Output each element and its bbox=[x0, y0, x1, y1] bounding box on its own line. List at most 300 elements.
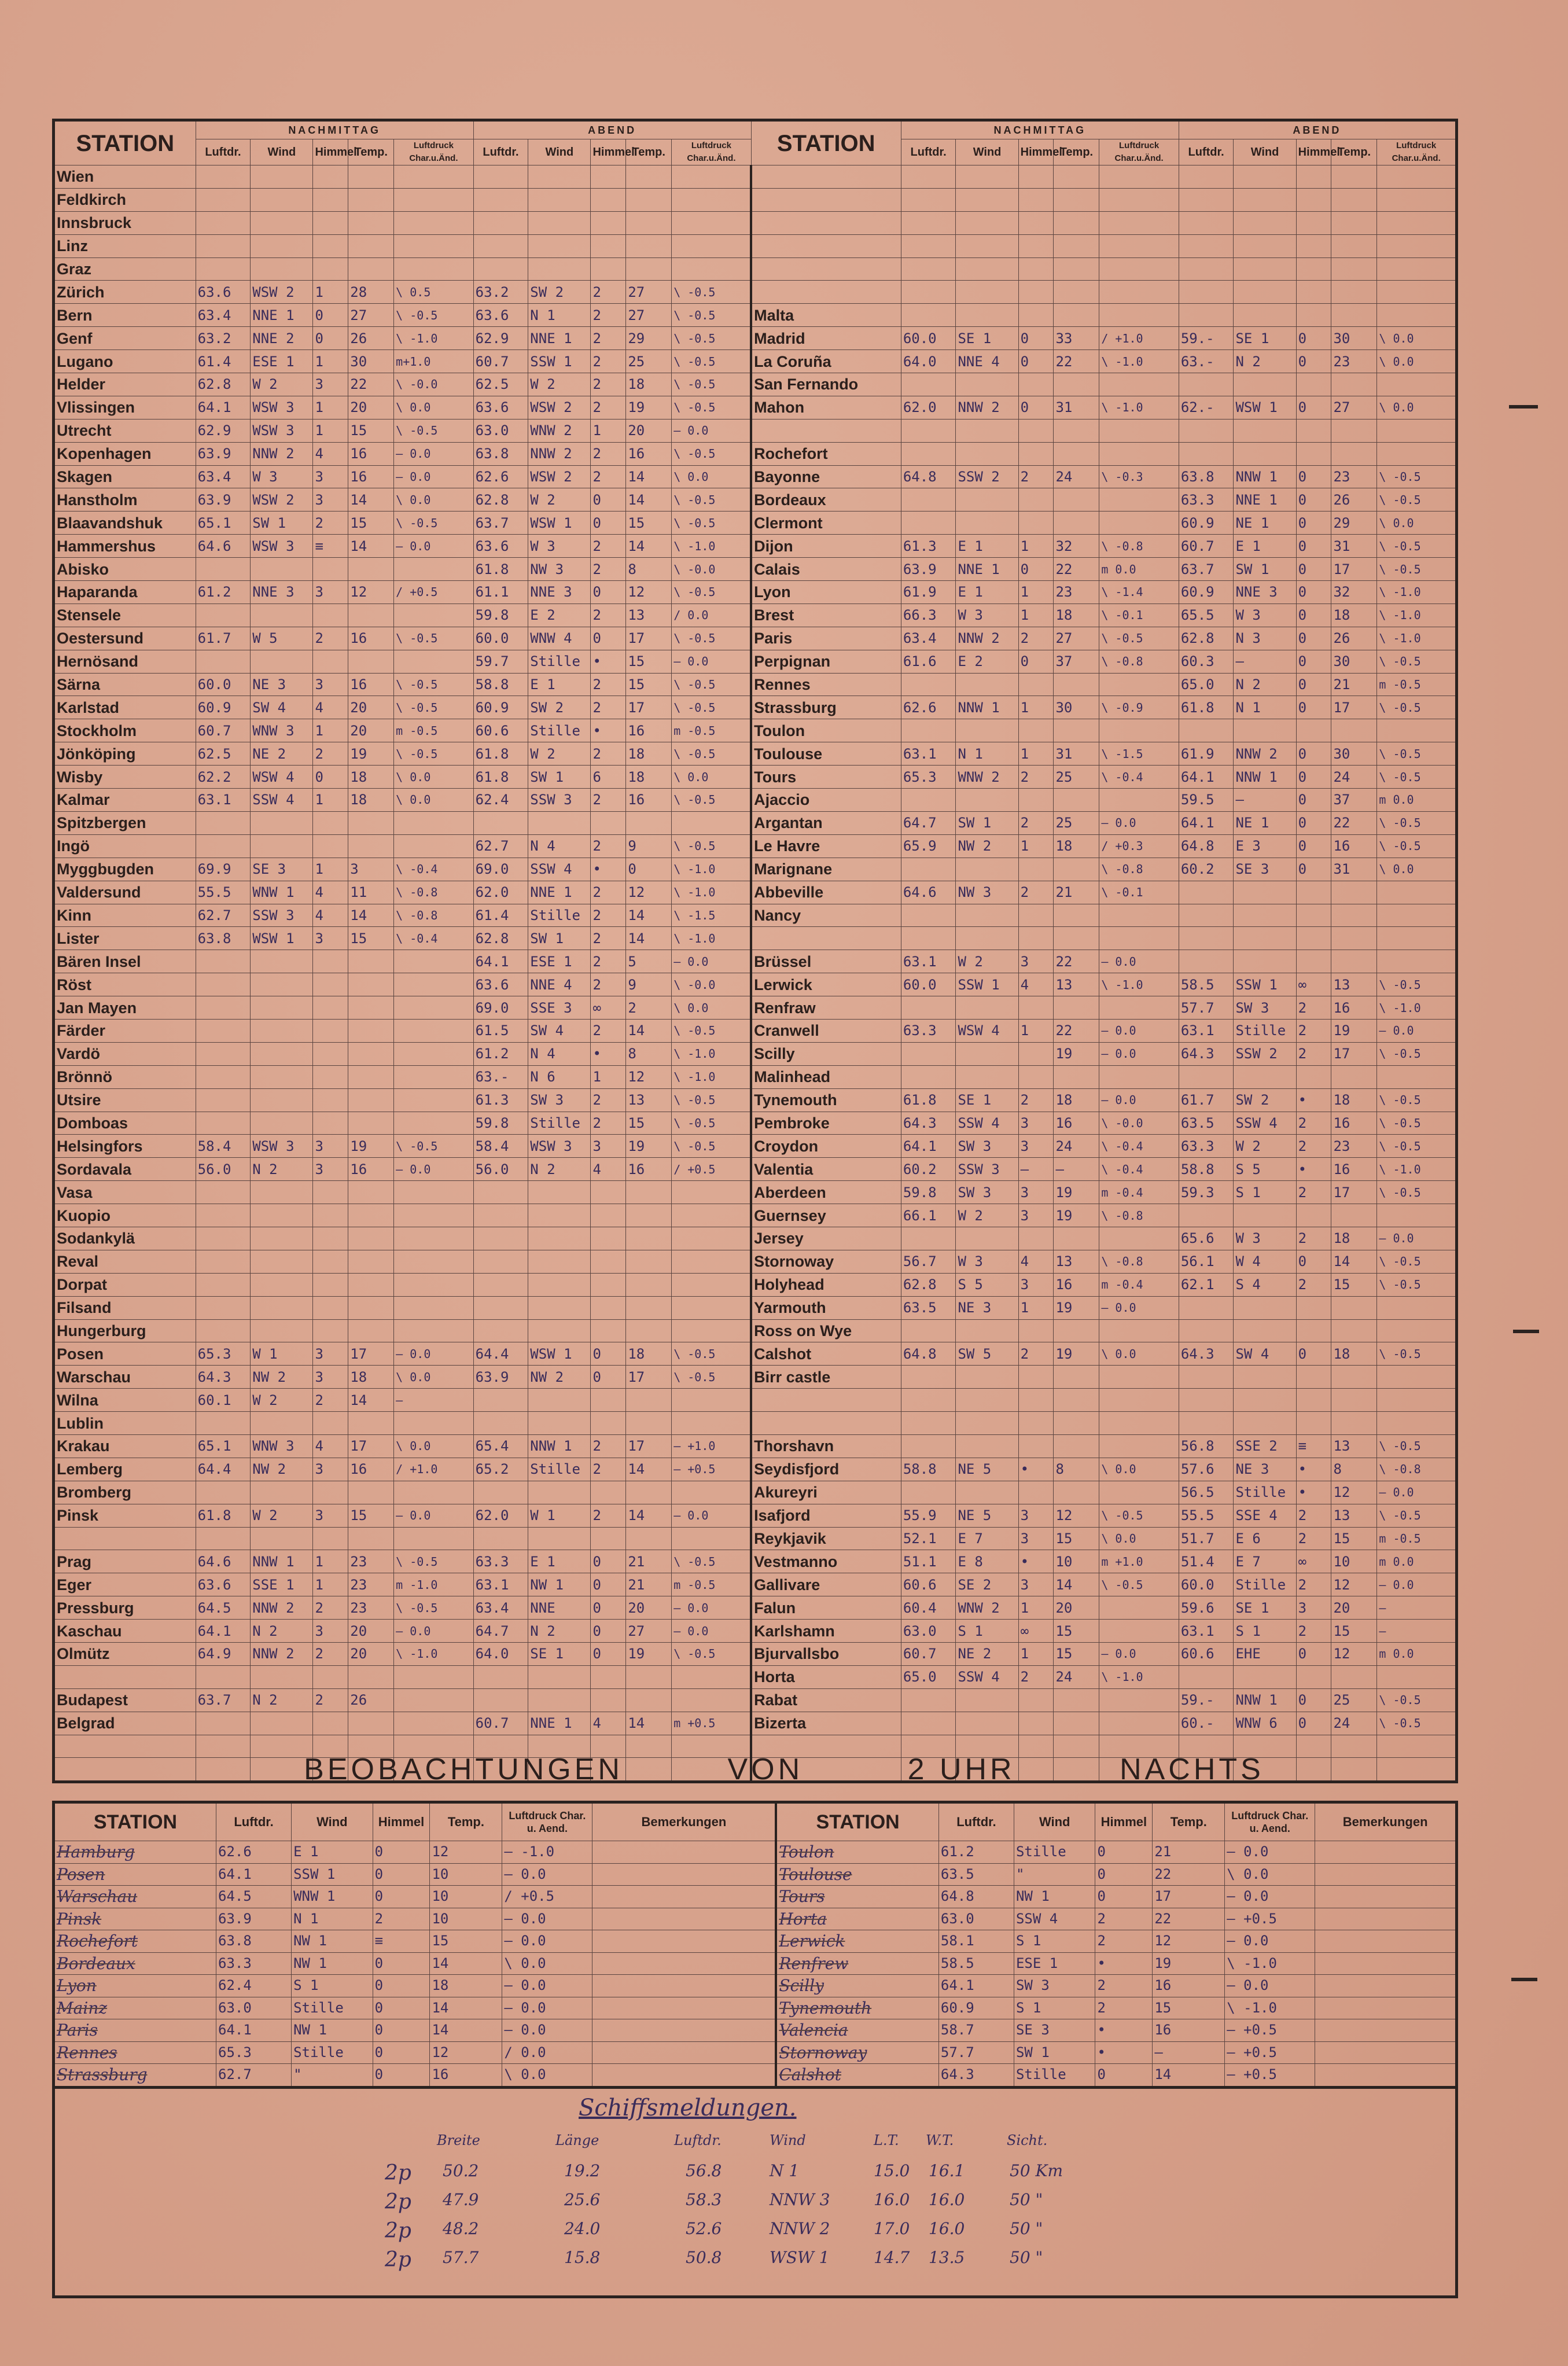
observation-cell bbox=[1331, 1319, 1377, 1342]
observation-cell: / 0.0 bbox=[502, 2041, 592, 2064]
column-header: Himmel bbox=[1018, 139, 1054, 165]
observation-cell: 22 bbox=[1054, 1019, 1099, 1042]
station-row bbox=[54, 327, 1457, 350]
station-row bbox=[54, 811, 1457, 834]
ship-column-header: Breite bbox=[437, 2132, 480, 2148]
observation-cell: 0 bbox=[373, 2041, 430, 2064]
observation-cell: 0 bbox=[1296, 1712, 1331, 1735]
observation-cell bbox=[1018, 234, 1054, 257]
observation-cell: 13 bbox=[626, 604, 672, 627]
observation-cell: SE 1 bbox=[528, 1643, 591, 1666]
observation-cell bbox=[1054, 304, 1099, 327]
observation-cell: 16 bbox=[1054, 1112, 1099, 1135]
observation-cell: \ -0.5 bbox=[1377, 696, 1457, 719]
observation-cell: / +0.5 bbox=[672, 1158, 751, 1181]
observation-cell: 0 bbox=[1095, 1886, 1153, 1908]
observation-cell: 0 bbox=[1296, 627, 1331, 650]
observation-cell: E 2 bbox=[956, 650, 1018, 673]
observation-cell bbox=[1054, 281, 1099, 304]
observation-cell bbox=[1179, 188, 1234, 211]
observation-cell: N 1 bbox=[956, 742, 1018, 766]
station-name: Bayonne bbox=[751, 465, 901, 488]
observation-cell bbox=[1296, 1296, 1331, 1319]
observation-cell: 32 bbox=[1331, 581, 1377, 604]
observation-cell: 61.8 bbox=[196, 1504, 251, 1527]
observation-cell bbox=[394, 188, 473, 211]
observation-cell: \ -0.5 bbox=[1377, 1250, 1457, 1273]
observation-cell: 0 bbox=[1296, 558, 1331, 581]
observation-cell bbox=[672, 1319, 751, 1342]
observation-cell: W 3 bbox=[1234, 604, 1296, 627]
observation-cell: 0 bbox=[591, 581, 626, 604]
station-name: Abisko bbox=[54, 558, 196, 581]
observation-cell: 1 bbox=[591, 419, 626, 442]
observation-cell: \ 0.0 bbox=[394, 789, 473, 812]
observation-cell: 63.2 bbox=[473, 281, 528, 304]
station-name: Karlshamn bbox=[751, 1620, 901, 1643]
observation-cell: 20 bbox=[1054, 1596, 1099, 1620]
observation-cell bbox=[196, 188, 251, 211]
observation-cell bbox=[672, 1412, 751, 1435]
observation-cell: NNW 1 bbox=[1234, 766, 1296, 789]
observation-cell: \ -0.4 bbox=[1099, 1135, 1179, 1158]
observation-cell bbox=[1234, 1065, 1296, 1088]
ship-report-cell: 24.0 bbox=[564, 2219, 601, 2238]
observation-cell: 3 bbox=[1018, 1504, 1054, 1527]
observation-cell: 0 bbox=[1296, 327, 1331, 350]
observation-cell: NNW 2 bbox=[251, 1643, 313, 1666]
observation-cell bbox=[348, 1088, 394, 1112]
observation-cell: — 0.0 bbox=[394, 1620, 473, 1643]
observation-cell: 62.7 bbox=[216, 2064, 292, 2088]
observation-cell: 63.8 bbox=[473, 442, 528, 465]
observation-cell: \ -0.5 bbox=[1377, 742, 1457, 766]
observation-cell bbox=[473, 1319, 528, 1342]
observation-cell bbox=[473, 211, 528, 234]
observation-cell: 2 bbox=[591, 442, 626, 465]
observation-cell: \ -0.5 bbox=[1377, 488, 1457, 512]
observation-cell: SSW 1 bbox=[528, 350, 591, 373]
observation-cell bbox=[1099, 904, 1179, 927]
observation-cell bbox=[1331, 1065, 1377, 1088]
observation-cell: 20 bbox=[348, 1643, 394, 1666]
observation-cell: 15 bbox=[1153, 1997, 1225, 2019]
observation-cell bbox=[591, 1319, 626, 1342]
observation-cell: WSW 2 bbox=[251, 281, 313, 304]
observation-cell: 62.8 bbox=[901, 1273, 956, 1296]
station-row bbox=[54, 1458, 1457, 1481]
observation-cell bbox=[1018, 1434, 1054, 1458]
observation-cell: 64.1 bbox=[473, 950, 528, 973]
observation-cell: \ -0.5 bbox=[672, 327, 751, 350]
observation-cell: 6 bbox=[591, 766, 626, 789]
observation-cell: 18 bbox=[1331, 1088, 1377, 1112]
station-name: Rochefort bbox=[54, 1930, 216, 1953]
observation-cell bbox=[1377, 304, 1457, 327]
observation-cell bbox=[1054, 1688, 1099, 1712]
station-name: Le Havre bbox=[751, 834, 901, 858]
observation-cell: 16 bbox=[1153, 2019, 1225, 2042]
observation-cell: NE 5 bbox=[956, 1504, 1018, 1527]
observation-cell bbox=[1296, 881, 1331, 904]
observation-cell: 0 bbox=[1095, 1863, 1153, 1886]
observation-cell: ∞ bbox=[1296, 973, 1331, 996]
observation-cell: 61.9 bbox=[901, 581, 956, 604]
observation-cell: SSE 1 bbox=[251, 1573, 313, 1596]
observation-cell: 65.0 bbox=[1179, 673, 1234, 696]
observation-cell: SSW 4 bbox=[1014, 1908, 1095, 1930]
station-name: Lublin bbox=[54, 1412, 196, 1435]
observation-cell: 12 bbox=[626, 1065, 672, 1088]
observation-cell bbox=[626, 1688, 672, 1712]
station-name: Scilly bbox=[751, 1042, 901, 1065]
observation-cell: S 1 bbox=[1014, 1930, 1095, 1953]
observation-cell: 56.0 bbox=[196, 1158, 251, 1181]
observation-cell bbox=[1234, 1204, 1296, 1227]
observation-cell: S 1 bbox=[292, 1975, 373, 1997]
observation-cell bbox=[1331, 927, 1377, 950]
observation-cell: 21 bbox=[1153, 1841, 1225, 1864]
observation-cell: 0 bbox=[591, 1342, 626, 1366]
observation-cell: 8 bbox=[626, 558, 672, 581]
station-name: Skagen bbox=[54, 465, 196, 488]
observation-cell: — 0.0 bbox=[502, 1975, 592, 1997]
observation-cell: \ -0.5 bbox=[394, 673, 473, 696]
observation-cell bbox=[528, 1319, 591, 1342]
observation-cell: 59.8 bbox=[473, 604, 528, 627]
observation-cell: — 0.0 bbox=[1225, 1975, 1315, 1997]
observation-cell bbox=[1054, 927, 1099, 950]
observation-cell: 18 bbox=[1054, 604, 1099, 627]
observation-cell: 15 bbox=[1331, 1527, 1377, 1550]
observation-cell bbox=[251, 811, 313, 834]
observation-cell: \ -0.5 bbox=[1377, 650, 1457, 673]
station-name: Guernsey bbox=[751, 1204, 901, 1227]
observation-cell bbox=[591, 1688, 626, 1712]
observation-cell: \ -0.4 bbox=[394, 858, 473, 881]
observation-cell: 64.5 bbox=[196, 1596, 251, 1620]
observation-cell: 1 bbox=[313, 858, 348, 881]
observation-cell bbox=[592, 1952, 776, 1975]
station-row bbox=[54, 881, 1457, 904]
observation-cell bbox=[196, 650, 251, 673]
observation-cell bbox=[196, 558, 251, 581]
observation-cell: 63.0 bbox=[216, 1997, 292, 2019]
observation-cell: \ -0.5 bbox=[672, 373, 751, 396]
ship-report-cell: 25.6 bbox=[564, 2190, 601, 2209]
observation-cell: 20 bbox=[348, 696, 394, 719]
observation-cell bbox=[348, 650, 394, 673]
observation-cell: WSW 1 bbox=[1234, 396, 1296, 419]
observation-cell: m+1.0 bbox=[394, 350, 473, 373]
observation-cell: 1 bbox=[1018, 604, 1054, 627]
observation-cell: 63.8 bbox=[1179, 465, 1234, 488]
observation-cell bbox=[1179, 1412, 1234, 1435]
observation-cell: 16 bbox=[1331, 834, 1377, 858]
night-row bbox=[54, 2041, 1457, 2064]
station-name: Brüssel bbox=[751, 950, 901, 973]
observation-cell bbox=[1315, 1886, 1457, 1908]
station-name: Posen bbox=[54, 1342, 196, 1366]
column-header: Luftdruck Char.u.Änd. bbox=[1099, 139, 1179, 165]
station-row bbox=[54, 1042, 1457, 1065]
station-name bbox=[751, 234, 901, 257]
observation-cell: 14 bbox=[1331, 1250, 1377, 1273]
station-name: Belgrad bbox=[54, 1712, 196, 1735]
observation-cell: 62.9 bbox=[196, 419, 251, 442]
observation-cell: 4 bbox=[591, 1712, 626, 1735]
observation-cell bbox=[196, 1112, 251, 1135]
station-name: Ajaccio bbox=[751, 789, 901, 812]
column-header: Wind bbox=[528, 139, 591, 165]
observation-cell bbox=[1018, 1389, 1054, 1412]
observation-cell bbox=[592, 1997, 776, 2019]
observation-cell: 64.3 bbox=[1179, 1342, 1234, 1366]
observation-cell bbox=[196, 1481, 251, 1504]
observation-cell bbox=[1377, 1412, 1457, 1435]
station-name: Hernösand bbox=[54, 650, 196, 673]
observation-cell: W 2 bbox=[251, 373, 313, 396]
station-row bbox=[54, 1319, 1457, 1342]
observation-cell: • bbox=[1095, 2019, 1153, 2042]
observation-cell: \ -0.4 bbox=[394, 927, 473, 950]
observation-cell: Stille bbox=[528, 719, 591, 742]
observation-cell: SW 1 bbox=[251, 512, 313, 535]
observation-cell: 60.7 bbox=[473, 350, 528, 373]
observation-cell: SSW 2 bbox=[1234, 1042, 1296, 1065]
station-name: Mainz bbox=[54, 1997, 216, 2019]
observation-cell: 2 bbox=[591, 789, 626, 812]
observation-cell: 60.7 bbox=[901, 1643, 956, 1666]
station-name: Bizerta bbox=[751, 1712, 901, 1735]
night-observation-table bbox=[52, 1801, 1458, 2089]
station-row bbox=[54, 627, 1457, 650]
observation-cell bbox=[394, 1296, 473, 1319]
observation-cell: 1 bbox=[313, 1550, 348, 1573]
observation-cell: \ -0.5 bbox=[1377, 1112, 1457, 1135]
observation-cell: SSW 1 bbox=[292, 1863, 373, 1886]
observation-cell: 9 bbox=[626, 973, 672, 996]
observation-cell bbox=[956, 165, 1018, 189]
observation-cell bbox=[956, 1227, 1018, 1250]
observation-cell bbox=[1179, 373, 1234, 396]
observation-cell: W 4 bbox=[1234, 1250, 1296, 1273]
observation-cell: \ -0.0 bbox=[394, 373, 473, 396]
station-name: Lyon bbox=[751, 581, 901, 604]
observation-cell: 16 bbox=[348, 442, 394, 465]
observation-cell bbox=[1099, 1065, 1179, 1088]
observation-cell bbox=[591, 257, 626, 281]
column-header: Wind bbox=[956, 139, 1018, 165]
observation-cell bbox=[591, 1204, 626, 1227]
observation-cell bbox=[1377, 211, 1457, 234]
margin-mark bbox=[1513, 1330, 1539, 1333]
observation-cell: NE 3 bbox=[956, 1296, 1018, 1319]
observation-cell bbox=[901, 165, 956, 189]
observation-cell: \ -0.8 bbox=[394, 904, 473, 927]
observation-cell bbox=[394, 604, 473, 627]
observation-cell: \ -1.0 bbox=[1099, 396, 1179, 419]
observation-cell bbox=[1099, 281, 1179, 304]
observation-cell bbox=[1179, 281, 1234, 304]
station-row bbox=[54, 927, 1457, 950]
station-name: Paris bbox=[751, 627, 901, 650]
observation-cell bbox=[196, 834, 251, 858]
observation-cell: NNE 4 bbox=[956, 350, 1018, 373]
station-name: Zürich bbox=[54, 281, 196, 304]
observation-cell: 12 bbox=[1331, 1643, 1377, 1666]
column-header: Luftdr. bbox=[196, 139, 251, 165]
observation-cell: 14 bbox=[348, 1389, 394, 1412]
observation-cell: 64.1 bbox=[1179, 766, 1234, 789]
observation-cell: 12 bbox=[1331, 1481, 1377, 1504]
observation-cell bbox=[592, 1841, 776, 1864]
station-row bbox=[54, 1342, 1457, 1366]
observation-cell: 16 bbox=[348, 673, 394, 696]
observation-cell: \ 0.5 bbox=[394, 281, 473, 304]
observation-cell bbox=[1315, 1863, 1457, 1886]
observation-cell bbox=[672, 1273, 751, 1296]
station-name: Filsand bbox=[54, 1296, 196, 1319]
night-row bbox=[54, 1997, 1457, 2019]
observation-cell bbox=[196, 1204, 251, 1227]
observation-cell: 30 bbox=[1331, 650, 1377, 673]
observation-cell: 65.3 bbox=[901, 766, 956, 789]
observation-cell bbox=[626, 1389, 672, 1412]
station-observation-table bbox=[52, 119, 1458, 1783]
observation-cell bbox=[1018, 1065, 1054, 1088]
observation-cell: \ -0.5 bbox=[1099, 1504, 1179, 1527]
observation-cell: 22 bbox=[1331, 811, 1377, 834]
observation-cell bbox=[1179, 1366, 1234, 1389]
observation-cell: 0 bbox=[591, 1573, 626, 1596]
observation-cell bbox=[1296, 719, 1331, 742]
observation-cell: 0 bbox=[373, 1886, 430, 1908]
observation-cell bbox=[528, 234, 591, 257]
ship-report-cell: 16.1 bbox=[929, 2161, 965, 2180]
observation-cell: 60.0 bbox=[901, 327, 956, 350]
station-row bbox=[54, 512, 1457, 535]
observation-cell: — 0.0 bbox=[394, 1342, 473, 1366]
observation-cell bbox=[672, 1389, 751, 1412]
station-name: Rennes bbox=[54, 2041, 216, 2064]
station-name bbox=[751, 1412, 901, 1435]
station-name: Karlstad bbox=[54, 696, 196, 719]
observation-cell: — 0.0 bbox=[672, 1596, 751, 1620]
observation-cell: W 2 bbox=[528, 488, 591, 512]
observation-cell: E 8 bbox=[956, 1550, 1018, 1573]
observation-cell: 3 bbox=[313, 1504, 348, 1527]
observation-cell: 1 bbox=[1018, 1596, 1054, 1620]
observation-cell bbox=[1296, 1412, 1331, 1435]
observation-cell bbox=[1331, 211, 1377, 234]
observation-cell: 1 bbox=[1018, 834, 1054, 858]
column-header: Wind bbox=[251, 139, 313, 165]
observation-cell: \ -0.5 bbox=[672, 673, 751, 696]
observation-cell: 62.5 bbox=[196, 742, 251, 766]
observation-cell: SE 2 bbox=[956, 1573, 1018, 1596]
observation-cell: — bbox=[394, 1389, 473, 1412]
observation-cell bbox=[626, 188, 672, 211]
observation-cell: NNE 1 bbox=[1234, 488, 1296, 512]
observation-cell bbox=[348, 1319, 394, 1342]
observation-cell: 63.1 bbox=[901, 950, 956, 973]
observation-cell: \ -1.0 bbox=[1377, 627, 1457, 650]
station-name: Ross on Wye bbox=[751, 1319, 901, 1342]
observation-cell bbox=[394, 1065, 473, 1088]
station-row bbox=[54, 373, 1457, 396]
observation-cell: \ -1.0 bbox=[1377, 996, 1457, 1020]
observation-cell: 59.8 bbox=[473, 1112, 528, 1135]
observation-cell: 0 bbox=[1018, 350, 1054, 373]
observation-cell: 1 bbox=[591, 1065, 626, 1088]
station-name: Graz bbox=[54, 257, 196, 281]
observation-cell: 63.3 bbox=[901, 1019, 956, 1042]
column-header: Himmel bbox=[1296, 139, 1331, 165]
station-name: Genf bbox=[54, 327, 196, 350]
observation-cell bbox=[473, 257, 528, 281]
observation-cell: 61.7 bbox=[1179, 1088, 1234, 1112]
observation-cell: 4 bbox=[1018, 1250, 1054, 1273]
observation-cell bbox=[1054, 1481, 1099, 1504]
observation-cell: 63.4 bbox=[473, 1596, 528, 1620]
observation-cell bbox=[1234, 234, 1296, 257]
observation-cell: 20 bbox=[348, 719, 394, 742]
observation-cell: \ -0.5 bbox=[672, 304, 751, 327]
ship-report-cell: 50 " bbox=[1010, 2219, 1043, 2238]
observation-cell: 60.7 bbox=[196, 719, 251, 742]
observation-cell: 3 bbox=[313, 1135, 348, 1158]
observation-cell bbox=[1331, 719, 1377, 742]
observation-cell bbox=[1054, 1412, 1099, 1435]
observation-cell: \ -0.5 bbox=[1377, 1434, 1457, 1458]
observation-cell: 3 bbox=[1018, 1181, 1054, 1204]
observation-cell: 2 bbox=[1296, 1620, 1331, 1643]
observation-cell: 0 bbox=[1296, 535, 1331, 558]
station-row bbox=[54, 304, 1457, 327]
observation-cell: \ -0.8 bbox=[1099, 1204, 1179, 1227]
observation-cell: N 1 bbox=[528, 304, 591, 327]
observation-cell: 63.1 bbox=[473, 1573, 528, 1596]
observation-cell: 14 bbox=[348, 488, 394, 512]
observation-cell bbox=[901, 1434, 956, 1458]
observation-cell: 62.0 bbox=[473, 881, 528, 904]
station-name: Stornoway bbox=[776, 2041, 938, 2064]
observation-cell: 3 bbox=[1018, 1135, 1054, 1158]
observation-cell: W 2 bbox=[528, 373, 591, 396]
observation-cell: \ -0.5 bbox=[1377, 465, 1457, 488]
observation-cell: 64.1 bbox=[938, 1975, 1014, 1997]
station-name: Bordeaux bbox=[54, 1952, 216, 1975]
observation-cell: W 2 bbox=[1234, 1135, 1296, 1158]
column-header: Luftdr. bbox=[938, 1802, 1014, 1841]
observation-cell: \ -0.5 bbox=[1099, 1573, 1179, 1596]
observation-cell: ≡ bbox=[313, 535, 348, 558]
observation-cell: — bbox=[1153, 2041, 1225, 2064]
observation-cell: 51.4 bbox=[1179, 1550, 1234, 1573]
station-name: Kinn bbox=[54, 904, 196, 927]
observation-cell: 22 bbox=[1054, 950, 1099, 973]
observation-cell: \ 0.0 bbox=[672, 465, 751, 488]
observation-cell: \ -0.5 bbox=[672, 1342, 751, 1366]
observation-cell: 16 bbox=[348, 1158, 394, 1181]
observation-cell: 2 bbox=[626, 996, 672, 1020]
observation-cell: \ -0.5 bbox=[672, 1550, 751, 1573]
observation-cell bbox=[251, 1065, 313, 1088]
observation-cell bbox=[1234, 1366, 1296, 1389]
observation-cell bbox=[1018, 1319, 1054, 1342]
observation-cell bbox=[394, 257, 473, 281]
